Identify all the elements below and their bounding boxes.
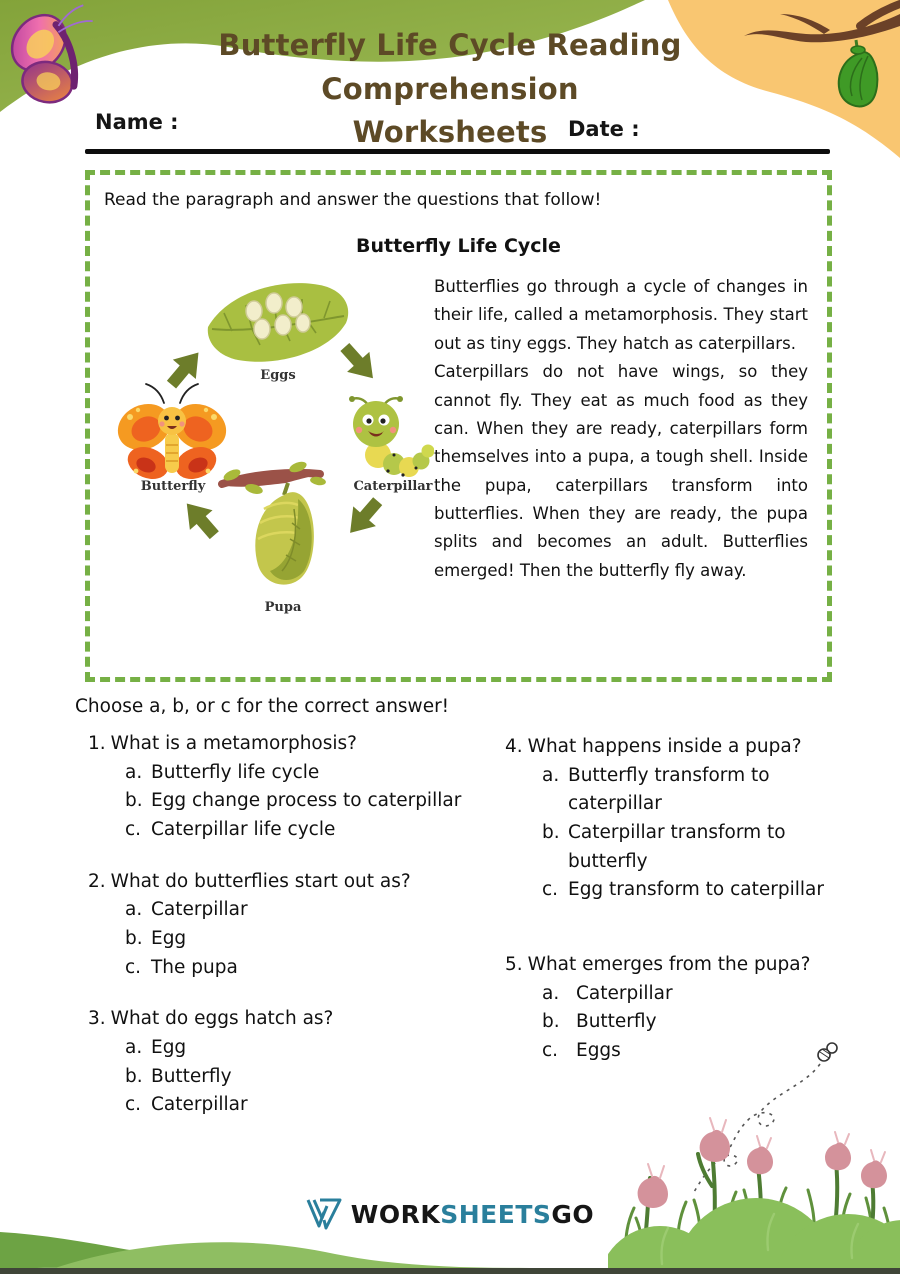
option-letter: c.: [125, 956, 142, 978]
eggs-stage-illustration: [208, 283, 348, 362]
pupa-label: Pupa: [264, 600, 302, 615]
question-2-option-c: [88, 954, 493, 983]
option-text: Butterfly transform to caterpillar: [568, 764, 770, 815]
option-text: Butterfly: [151, 1065, 232, 1087]
question-number: 2.: [88, 870, 106, 892]
option-text: Caterpillar: [151, 899, 248, 921]
question-2-option-a: [88, 896, 493, 925]
question-2: [88, 868, 493, 983]
option-letter: b.: [125, 928, 143, 950]
option-letter: c.: [542, 1040, 559, 1062]
option-text: Caterpillar life cycle: [151, 819, 336, 841]
question-3: [88, 1005, 493, 1120]
option-text: Caterpillar transform to butterfly: [568, 822, 786, 872]
quiz-column-left: [88, 730, 493, 1143]
question-4: [505, 733, 870, 905]
question-number: 3.: [88, 1008, 106, 1030]
question-text: What happens inside a pupa?: [527, 736, 802, 757]
bee-icon: [818, 1043, 837, 1061]
option-text: Egg transform to caterpillar: [568, 879, 824, 901]
logo-wordmark: [351, 1200, 594, 1229]
eggs-label: Eggs: [260, 368, 296, 383]
page-title: [90, 24, 810, 155]
option-letter: a.: [125, 1037, 143, 1059]
question-number: 4.: [505, 736, 523, 757]
question-5-option-b: [505, 1008, 870, 1037]
caterpillar-label: Caterpillar: [353, 479, 433, 494]
passage-paragraph-2: Caterpillars do not have wings, so they cannot fly. They eat as much food as they can. When they are ready, caterpillars form themselves into a pupa, a tough shell. Inside the pupa, caterpillars transform into butterflies. When they are ready, the pupa splits and becomes an adult. Butterflies emerged! Then the butterfly fly away.: [434, 362, 808, 580]
page-title-line1: Butterfly Life Cycle Reading Comprehension: [218, 28, 682, 106]
option-text: Butterfly: [576, 1011, 657, 1033]
grass-mounds: [608, 1198, 900, 1268]
reading-passage: [434, 271, 808, 633]
option-letter: a.: [125, 761, 143, 783]
logo-text-sheets: SHEETS: [440, 1199, 552, 1229]
w-logo-icon: [306, 1198, 342, 1230]
question-4-option-c: [505, 876, 870, 905]
caterpillar-stage-illustration: [349, 396, 434, 477]
question-3-option-a: [88, 1034, 493, 1063]
option-letter: c.: [542, 879, 559, 901]
bottom-left-hills-decoration: [0, 1232, 580, 1268]
passage-paragraph-1: Butterflies go through a cycle of changes in their life, called a metamorphosis. They start out as tiny eggs. They hatch as caterpillars.: [434, 277, 808, 353]
question-5-option-a: [505, 980, 870, 1009]
cycle-arrow-icon: [339, 491, 389, 542]
option-letter: a.: [125, 899, 143, 921]
question-4-option-a: [505, 762, 870, 819]
option-letter: c.: [125, 819, 142, 841]
option-text: Egg: [151, 928, 187, 950]
option-letter: b.: [125, 790, 143, 812]
option-letter: b.: [542, 1011, 560, 1033]
question-1: [88, 730, 493, 845]
page-title-line2: Worksheets: [352, 115, 548, 149]
name-field-label: Name :: [95, 110, 179, 134]
option-text: The pupa: [151, 956, 238, 978]
option-letter: c.: [125, 1094, 142, 1116]
option-letter: b.: [125, 1065, 143, 1087]
question-number: 1.: [88, 733, 106, 754]
option-text: Egg change process to caterpillar: [151, 790, 462, 812]
pupa-stage-illustration: [220, 460, 327, 585]
question-2-option-b: [88, 925, 493, 954]
life-cycle-diagram: [102, 271, 434, 633]
question-3-option-c: [88, 1091, 493, 1120]
option-letter: a.: [542, 764, 560, 786]
reading-passage-box: [85, 170, 832, 682]
question-number: 5.: [505, 954, 523, 976]
header-divider-line: [85, 149, 830, 154]
passage-title: Butterfly Life Cycle: [356, 235, 561, 257]
butterfly-stage-illustration: [110, 384, 234, 485]
question-1-option-a: [88, 759, 493, 788]
option-letter: a.: [542, 982, 560, 1004]
question-text: What do butterflies start out as?: [110, 870, 411, 892]
question-3-option-b: [88, 1063, 493, 1092]
reading-instruction: Read the paragraph and answer the questions that follow!: [104, 190, 602, 210]
question-text: What do eggs hatch as?: [110, 1008, 334, 1030]
option-text: Caterpillar: [576, 982, 673, 1004]
page-bottom-edge: [0, 1268, 900, 1274]
quiz-instruction: Choose a, b, or c for the correct answer!: [75, 696, 450, 717]
question-1-option-b: [88, 787, 493, 816]
logo-text-work: WORK: [350, 1199, 441, 1229]
question-text: What emerges from the pupa?: [527, 954, 811, 976]
question-text: What is a metamorphosis?: [110, 733, 357, 754]
cycle-arrow-icon: [175, 494, 225, 545]
cycle-arrow-icon: [160, 343, 210, 394]
bottom-right-garden-decoration: [608, 1036, 900, 1268]
cycle-arrow-icon: [334, 337, 384, 388]
option-text: Egg: [151, 1037, 187, 1059]
option-text: Butterfly life cycle: [151, 761, 320, 783]
option-text: Caterpillar: [151, 1094, 248, 1116]
date-field-label: Date :: [568, 117, 640, 141]
question-4-option-b: [505, 819, 870, 876]
logo-text-go: GO: [551, 1199, 595, 1229]
option-letter: b.: [542, 822, 560, 844]
question-1-option-c: [88, 816, 493, 845]
option-text: Eggs: [576, 1040, 621, 1062]
butterfly-label: Butterfly: [140, 479, 206, 494]
